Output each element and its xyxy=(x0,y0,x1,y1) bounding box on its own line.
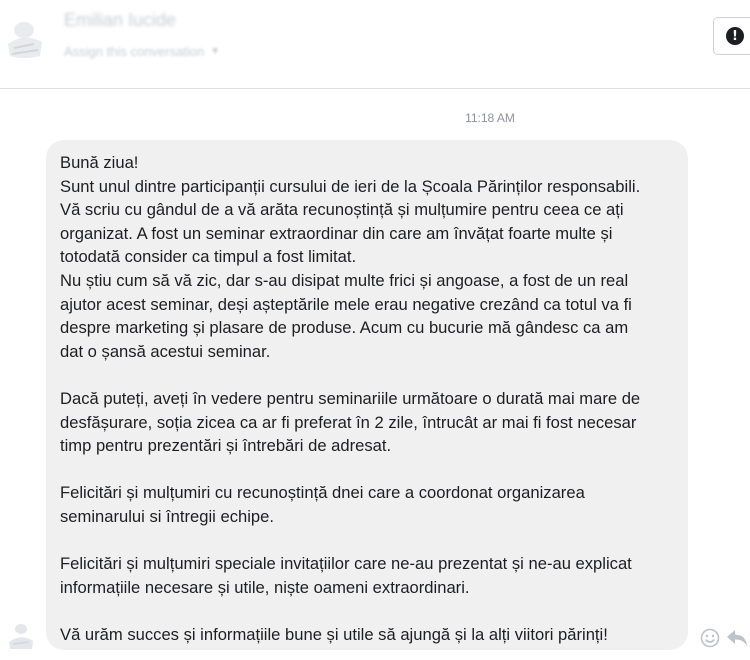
message-paragraph: Vă urăm succes și informațiile bune și utile să ajungă și la alți viitori părinți! xyxy=(60,624,608,644)
smiley-reaction-icon[interactable] xyxy=(700,628,720,648)
chevron-down-icon: ▼ xyxy=(210,46,221,57)
message-paragraph: Felicitări și mulțumiri speciale invitațiilor care ne-au prezentat și ne-au explicat informațiile necesare și utile, niște oameni extraordinari. xyxy=(60,554,632,597)
conversation-header xyxy=(0,0,750,89)
message-paragraph: Dacă puteți, aveți în vedere pentru seminariile următoare o durată mai mare de desfășurare, soția zicea ca ar fi preferat în 2 zile, întrucât ar mai fi fost necesar timp pentru prezentări și întrebări de adresat. xyxy=(60,388,641,456)
message-timestamp: 11:18 AM xyxy=(465,111,515,125)
message-paragraph: Bună ziua! Sunt unul dintre participanții cursului de ieri de la Școala Părinților responsabili. Vă scriu cu gândul de a vă arăta recunoștință și mulțumire pentru ceea ce ați organizat. A fost un seminar extraordinar din care am învățat foarte multe și totodată consider ca timpul a fost limitat. Nu știu cum să vă zic, dar s-au disipat multe frici și angoase, a fost de un real ajutor acest seminar, deși așteptările mele erau negative crezând ca totul va fi despre marketing și plasare de produse. Acum cu bucurie mă gândesc ca am dat o șansă acestui seminar. xyxy=(60,153,641,361)
contact-avatar[interactable] xyxy=(4,14,46,62)
alert-icon: ! xyxy=(726,27,744,45)
reply-arrow-icon[interactable] xyxy=(726,628,748,648)
contact-name[interactable]: Emilian Iucide xyxy=(64,10,177,30)
assign-conversation-dropdown[interactable] xyxy=(64,44,220,59)
message-bubble[interactable] xyxy=(46,140,688,650)
assign-conversation-label: Assign this conversation xyxy=(64,44,205,59)
sender-avatar[interactable] xyxy=(6,620,36,650)
message-paragraph: Felicitări și mulțumiri cu recunoștință dnei care a coordonat organizarea seminarului si întregii echipe. xyxy=(60,483,585,526)
alert-button[interactable] xyxy=(713,17,750,55)
